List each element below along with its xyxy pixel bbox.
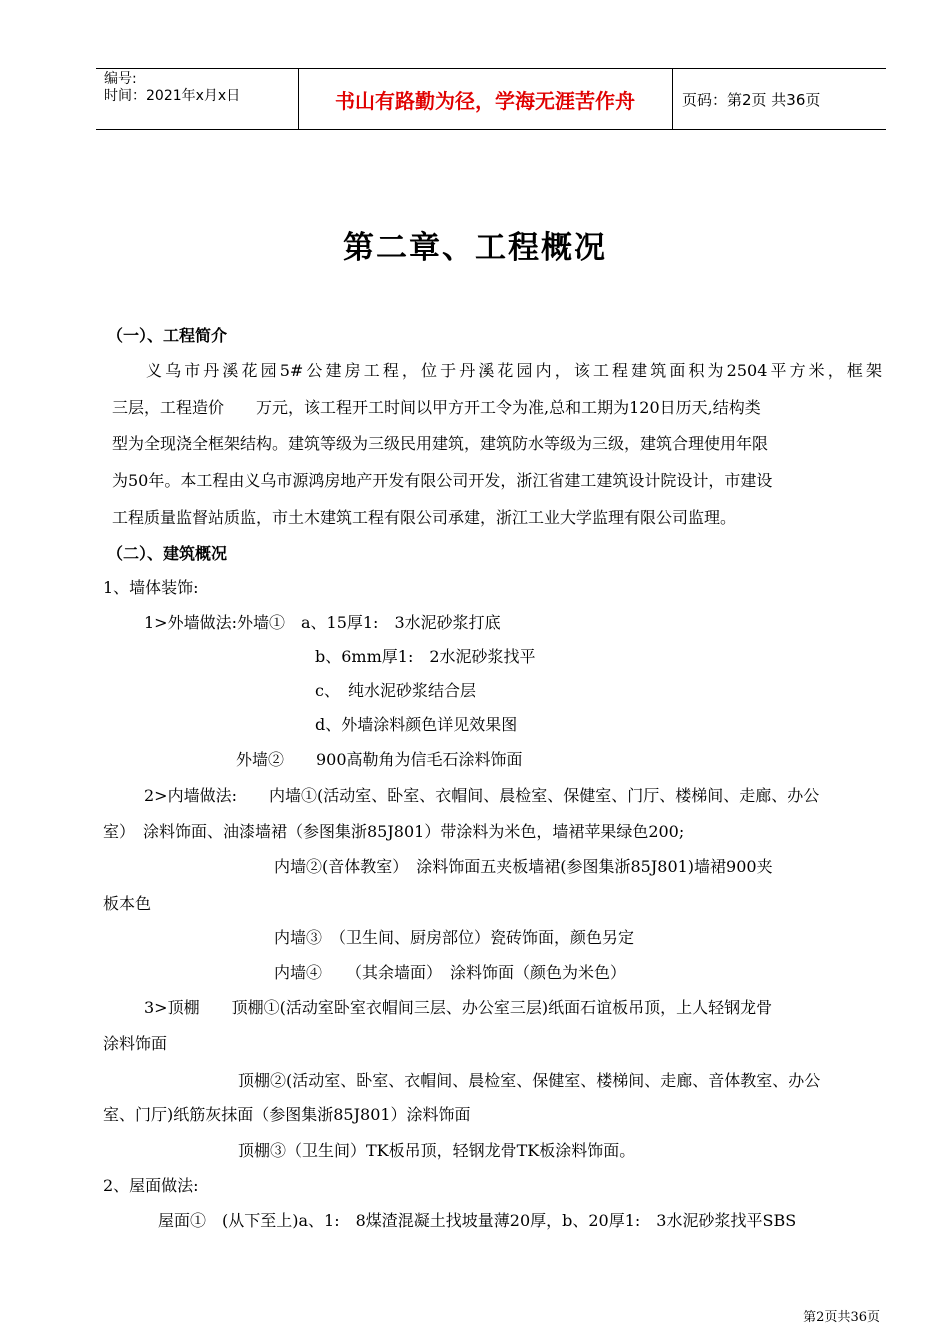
list-item: 顶棚③（卫生间）TK板吊顶，轻钢龙骨TK板涂料饰面。	[238, 1141, 636, 1160]
list-item: 内墙②(音体教室） 涂料饰面五夹板墙裙(参图集浙85J801)墙裙900夹	[274, 857, 773, 876]
page-footer: 第2页共36页	[803, 1310, 880, 1325]
paragraph-line: 型为全现浇全框架结构。建筑等级为三级民用建筑，建筑防水等级为三级，建筑合理使用年限	[112, 434, 769, 453]
paragraph-line: 为50年。本工程由义乌市源鸿房地产开发有限公司开发，浙江省建工建筑设计院设计，市建设	[112, 471, 773, 490]
list-item: 室、门厅)纸筋灰抹面（参图集浙85J801）涂料饰面	[103, 1105, 471, 1124]
paragraph-line: 义乌市丹溪花园5#公建房工程，位于丹溪花园内，该工程建筑面积为2504平方米，框架	[146, 361, 882, 380]
list-item: 3>顶棚 顶棚①(活动室卧室衣帽间三层、办公室三层)纸面石谊板吊顶，上人轻钢龙骨	[144, 998, 773, 1017]
list-item: 1、墙体装饰:	[103, 578, 199, 597]
section-heading: （二）、建筑概况	[107, 544, 228, 563]
document-number-label: 编号:	[104, 71, 137, 87]
section-heading: （一）、工程简介	[107, 326, 228, 345]
paragraph-line: 三层，工程造价 万元，该工程开工时间以甲方开工令为准,总和工期为120日历天,结构类	[112, 398, 761, 417]
header-divider	[672, 69, 673, 129]
list-item: d、外墙涂料颜色详见效果图	[315, 715, 518, 734]
chapter-title: 第二章、工程概况	[343, 230, 607, 266]
list-item: 2、屋面做法:	[103, 1176, 199, 1195]
list-item: 涂料饰面	[103, 1034, 168, 1053]
list-item: 外墙② 900高勒角为信毛石涂料饰面	[236, 750, 523, 769]
list-item: 内墙④ （其余墙面） 涂料饰面（颜色为米色）	[274, 963, 627, 982]
list-item: 室） 涂料饰面、油漆墙裙（参图集浙85J801）带涂料为米色，墙裙苹果绿色200;	[103, 822, 685, 841]
header-info	[104, 71, 299, 105]
list-item: b、6mm厚1: 2水泥砂浆找平	[315, 647, 536, 666]
paragraph-line: 工程质量监督站质监，市土木建筑工程有限公司承建，浙江工业大学监理有限公司监理。	[112, 508, 737, 527]
header-motto: 书山有路勤为径，学海无涯苦作舟	[335, 88, 635, 113]
document-time-label: 时间：2021年x月x日	[104, 88, 241, 104]
header-page-number: 页码：第2页 共36页	[682, 90, 821, 109]
list-item: 板本色	[103, 894, 152, 913]
list-item: 内墙③ （卫生间、厨房部位）瓷砖饰面，颜色另定	[274, 928, 635, 947]
list-item: 2>内墙做法: 内墙①(活动室、卧室、衣帽间、晨检室、保健室、门厅、楼梯间、走廊、办公	[144, 786, 820, 805]
list-item: 1>外墙做法:外墙① a、15厚1: 3水泥砂浆打底	[144, 613, 501, 632]
page-header	[96, 68, 886, 130]
list-item: 屋面① (从下至上)a、1: 8煤渣混凝土找坡量薄20厚，b、20厚1: 3水泥砂浆找平SBS	[158, 1211, 797, 1230]
list-item: 顶棚②(活动室、卧室、衣帽间、晨检室、保健室、楼梯间、走廊、音体教室、办公	[238, 1071, 821, 1090]
list-item: c、 纯水泥砂浆结合层	[315, 681, 476, 700]
